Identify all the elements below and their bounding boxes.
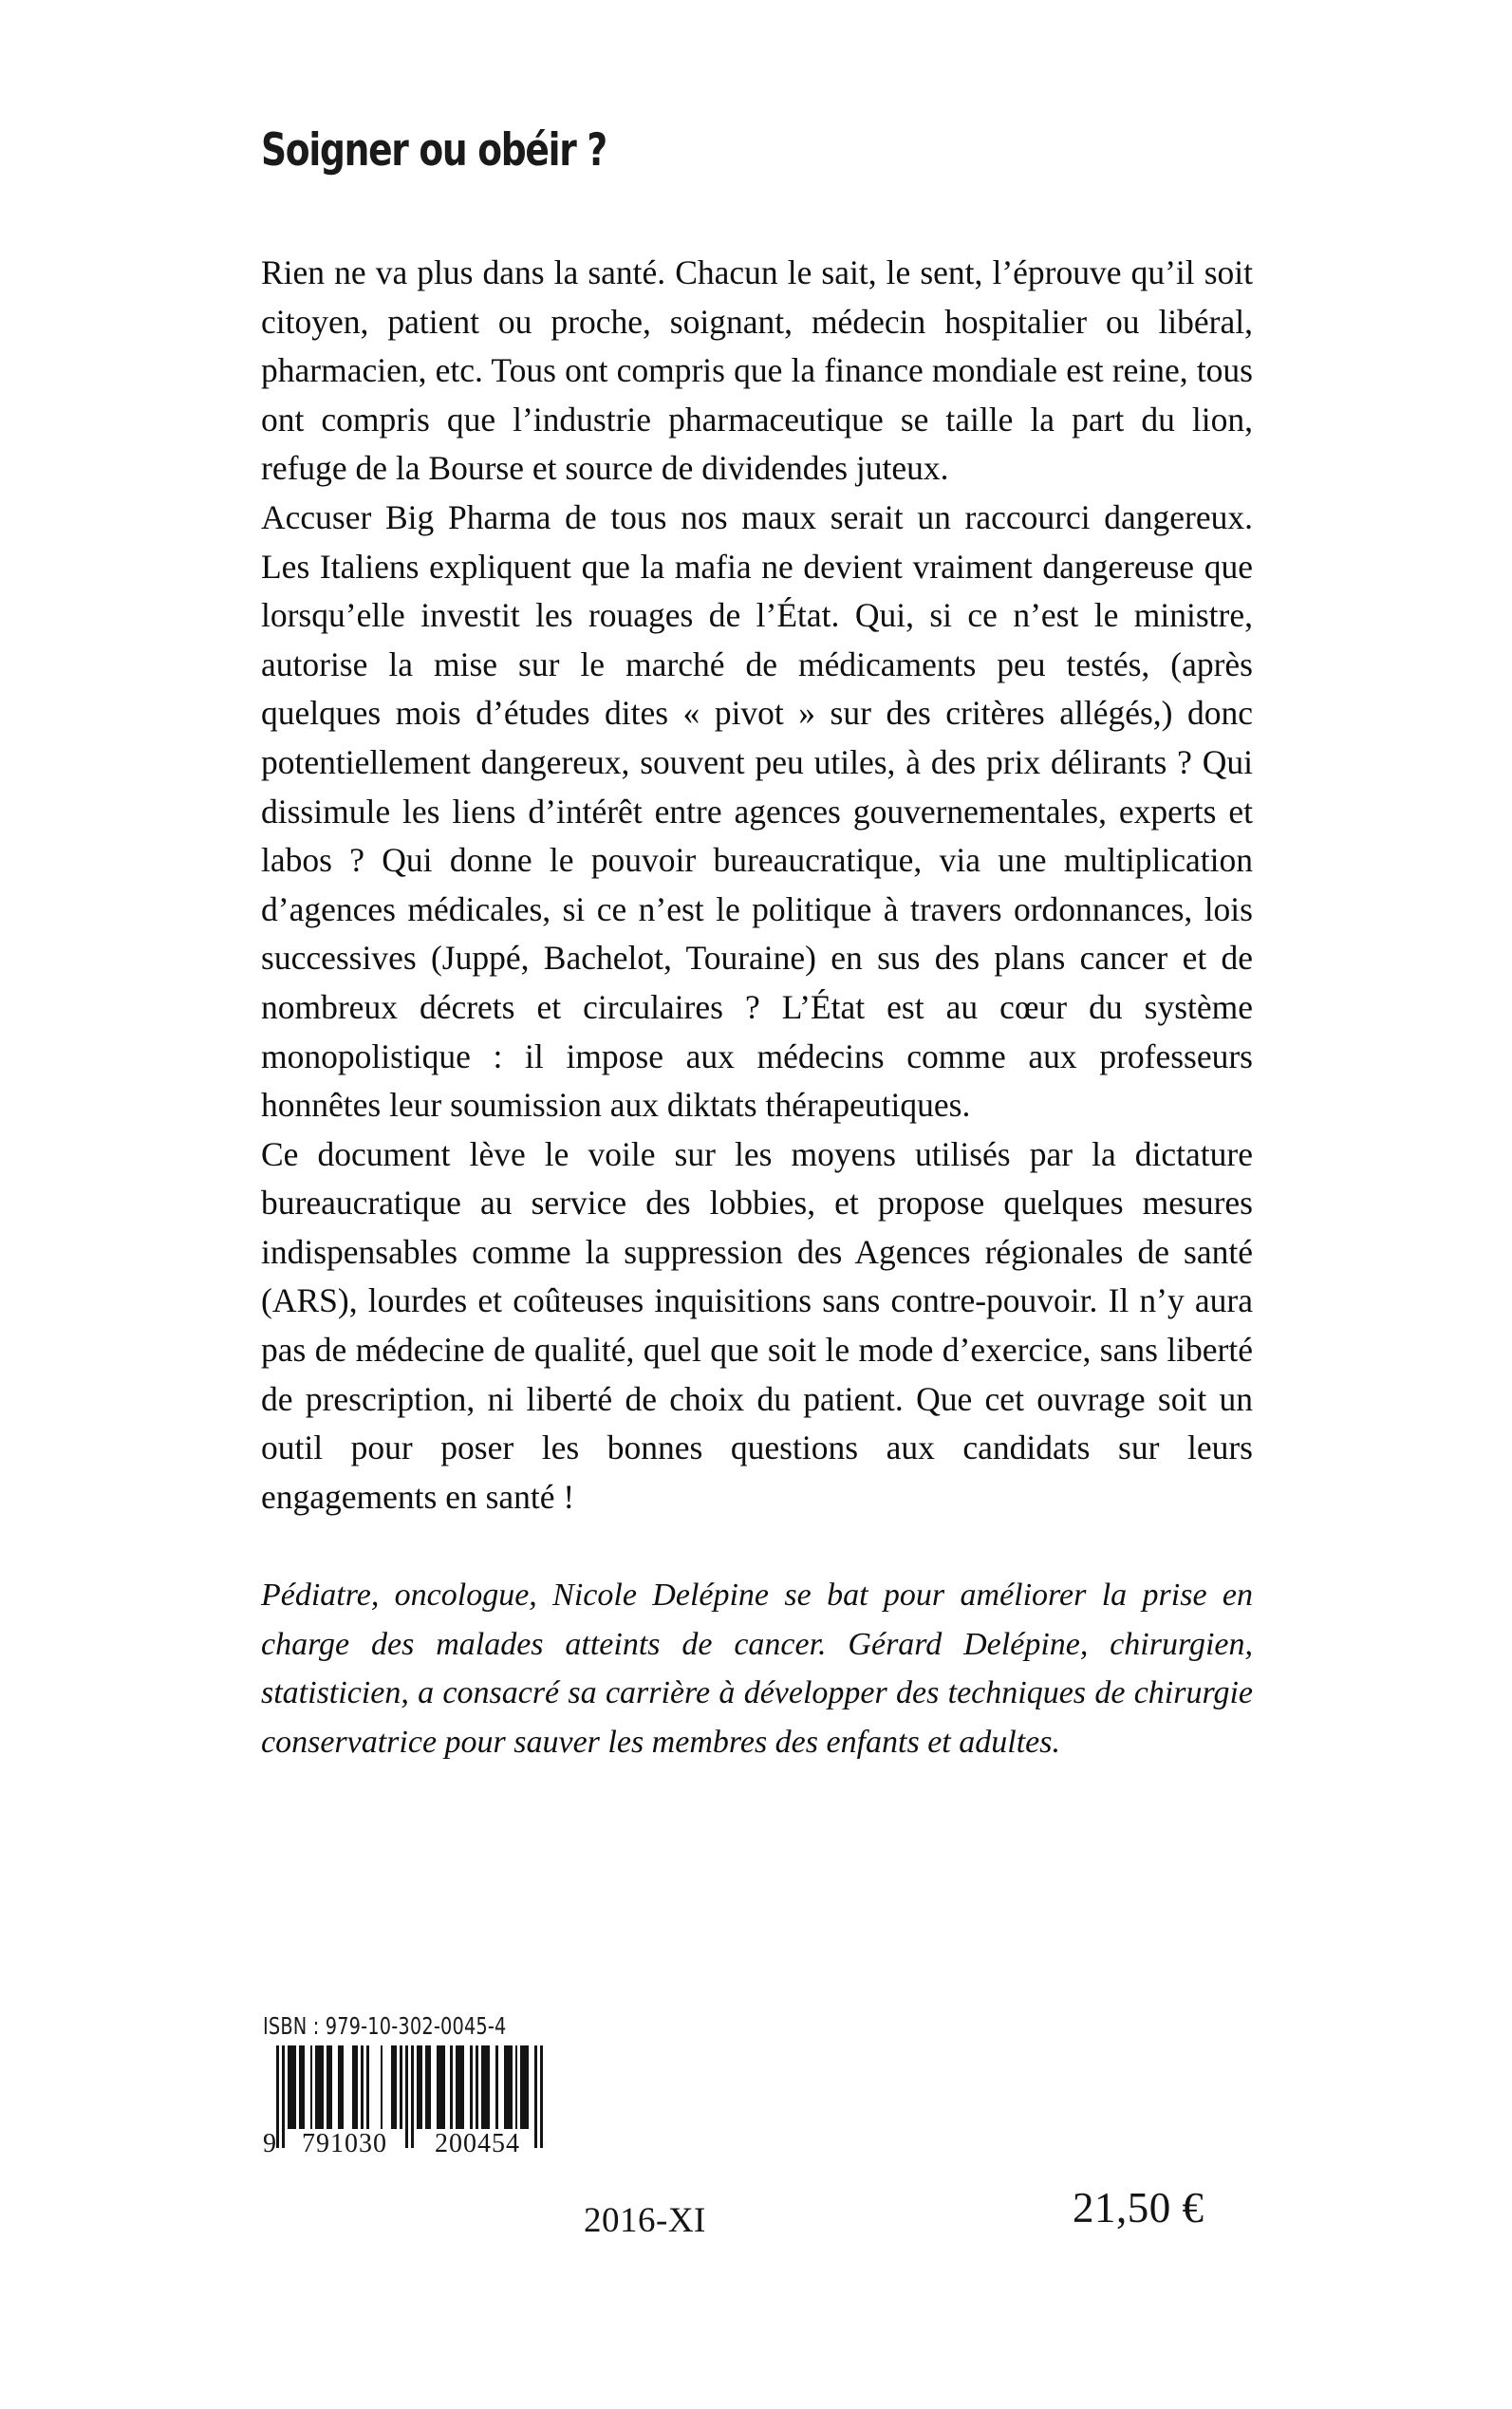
blurb-paragraph-3: Ce document lève le voile sur les moyens utilisés par la dictature bureaucratique au service des lobbies, et propose quelques mesures indispensables comme la suppression des Agences régionales de santé (ARS), lourdes et coûteuses inquisitions sans contre-pouvoir. Il n’y aura pas de médecine de qualité, quel que soit le mode d’exercice, sans liberté de prescription, ni liberté de choix du patient. Que cet ouvrage soit un outil pour poser les bonnes questions aux candidats sur leurs engagements en santé ! bbox=[261, 1134, 1253, 1516]
blurb-text bbox=[261, 249, 1253, 1522]
cover-content bbox=[261, 124, 1253, 1766]
barcode-lead-digit: 9 bbox=[263, 2129, 276, 2158]
cover-footer bbox=[261, 2012, 1305, 2297]
blurb-paragraph-2: Accuser Big Pharma de tous nos maux serait un raccourci dangereux. Les Italiens expliquent que la mafia ne devient vraiment dangereuse que lorsqu’elle investit les rouages de l’État. Qui, si ce n’est le ministre, autorise la mise sur le marché de médicaments peu testés, (après quelques mois d’études dites « pivot » sur des critères allégés,) donc potentiellement dangereux, souvent peu utiles, à des prix délirants ? Qui dissimule les liens d’intérêt entre agences gouvernementales, experts et labos ? Qui donne le pouvoir bureaucratique, via une multiplication d’agences médicales, si ce n’est le politique à travers ordonnances, lois successives (Juppé, Bachelot, Touraine) en sus des plans cancer et de nombreux décrets et circulaires ? L’État est au cœur du système monopolistique : il impose aux médecins comme aux professeurs honnêtes leur soumission aux diktats thérapeutiques. bbox=[261, 497, 1253, 1125]
edition-code: 2016-XI bbox=[584, 2201, 706, 2240]
barcode-digits bbox=[263, 2129, 548, 2159]
price-label: 21,50 € bbox=[1073, 2184, 1204, 2232]
barcode-group-left: 791030 bbox=[302, 2129, 387, 2158]
isbn-label: ISBN : 979-10-302-0045-4 bbox=[263, 2012, 507, 2040]
barcode bbox=[263, 2045, 548, 2169]
barcode-group-right: 200454 bbox=[435, 2129, 520, 2158]
author-bio: Pédiatre, oncologue, Nicole Delépine se bat pour améliorer la prise en charge des malades atteints de cancer. Gérard Delépine, chirurgien, statisticien, a consacré sa carrière à développer des techniques de chirurgie conservatrice pour sauver les membres des enfants et adultes. bbox=[261, 1578, 1253, 1760]
page-title: Soigner ou obéir ? bbox=[261, 124, 607, 177]
blurb-paragraph-1: Rien ne va plus dans la santé. Chacun le sait, le sent, l’éprouve qu’il soit citoyen, patient ou proche, soignant, médecin hospitalier ou libéral, pharmacien, etc. Tous ont compris que la finance mondiale est reine, tous ont compris que l’industrie pharmaceutique se taille la part du lion, refuge de la Bourse et source de dividendes juteux. bbox=[261, 253, 1253, 488]
